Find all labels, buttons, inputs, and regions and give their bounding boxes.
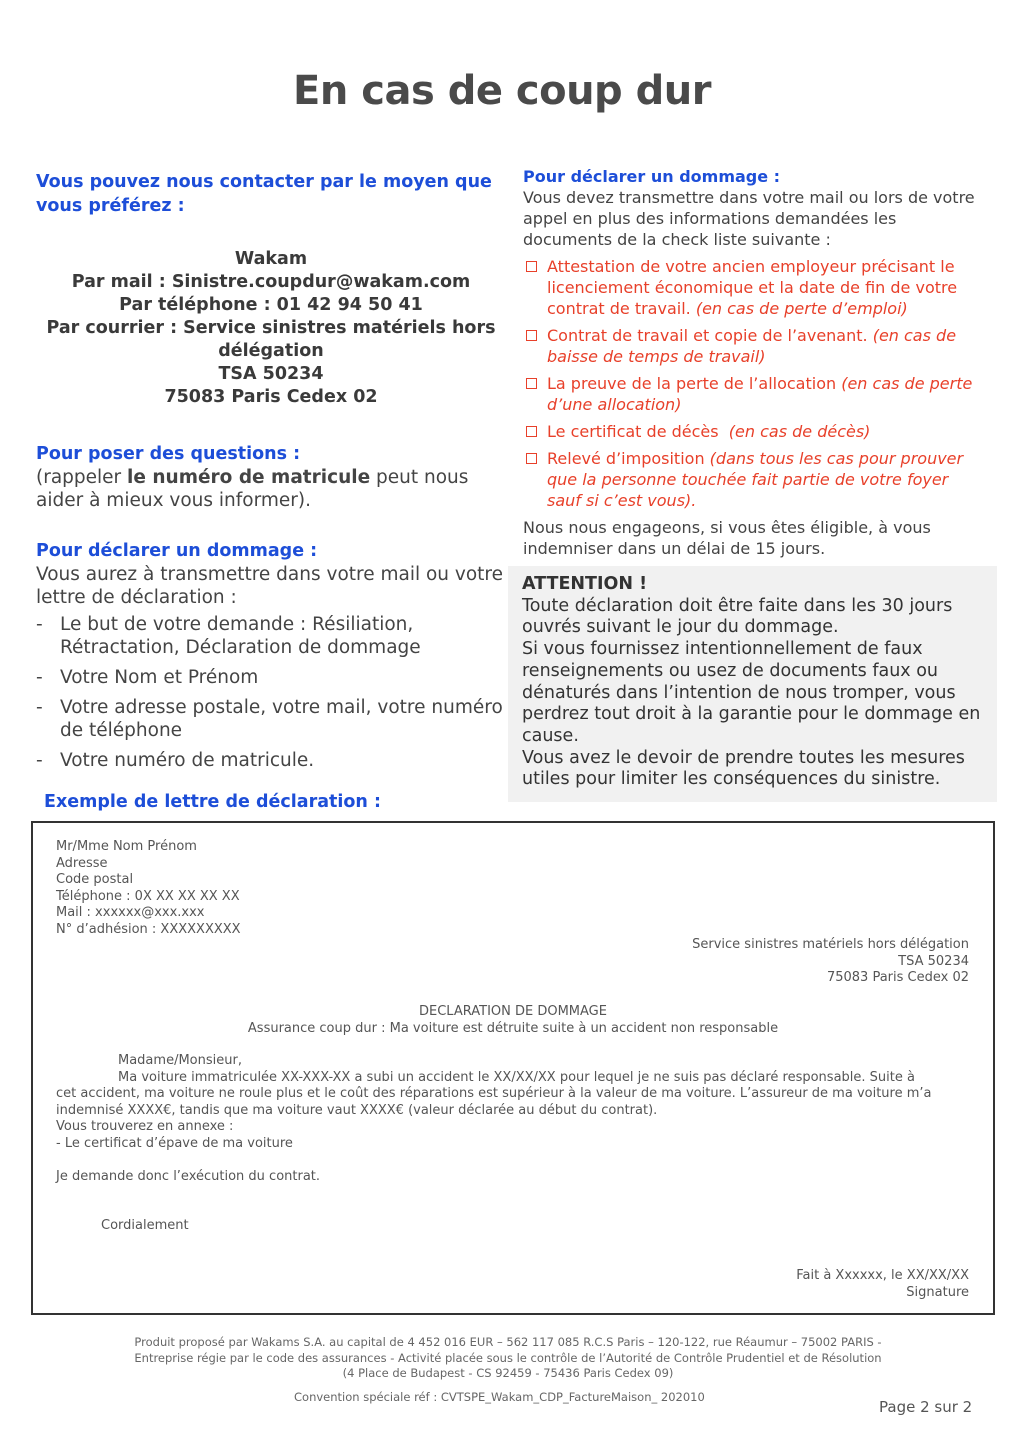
right-column: [523, 166, 983, 559]
questions-section: [36, 442, 506, 512]
checklist-item: Contrat de travail et copie de l’avenant. (en cas de baisse de temps de travail): [523, 325, 983, 367]
document-checklist: [523, 256, 983, 511]
checklist-item: Attestation de votre ancien employeur précisant le licenciement économique et la date de fin de votre contrat de travail. (en cas de perte d’emploi): [523, 256, 983, 319]
checklist-item: La preuve de la perte de l’allocation (en cas de perte d’une allocation): [523, 373, 983, 415]
list-item: - Votre Nom et Prénom: [36, 667, 259, 688]
checkbox-icon: [526, 378, 537, 389]
list-item: - Votre numéro de matricule.: [36, 750, 315, 771]
letter-signoff: Fait à Xxxxxx, le XX/XX/XX Signature: [796, 1268, 969, 1300]
letter-sender: Mr/Mme Nom Prénom Adresse Code postal Téléphone : 0X XX XX XX XX Mail : xxxxxx@xxx.xxx N° d’adhésion : XXXXXXXXX: [56, 839, 241, 937]
right-damage-intro: Vous devez transmettre dans votre mail ou lors de votre appel en plus des informations demandées les documents de la check liste suivante :: [523, 188, 975, 249]
contact-block: [36, 248, 506, 409]
attention-box: [508, 566, 997, 802]
contact-heading: Vous pouvez nous contacter par le moyen que vous préférez :: [36, 172, 492, 216]
letter-recipient: Service sinistres matériels hors délégation TSA 50234 75083 Paris Cedex 02: [692, 937, 969, 985]
contact-tsa: TSA 50234: [218, 364, 324, 384]
list-item: - Le but de votre demande : Résiliation, Rétractation, Déclaration de dommage: [36, 614, 421, 658]
footer-legal: Produit proposé par Wakams S.A. au capital de 4 452 016 EUR – 562 117 085 R.C.S Paris – 120-122, rue Réaumur – 75002 PARIS - Entreprise régie par le code des assurances - Activité placée sous le contrôle de l’Autorité de Contrôle Prudentiel et de Résolution (4 Place de Budapest - CS 92459 - 75436 Paris Cedex 09): [134, 1335, 882, 1380]
checklist-item: Relevé d’imposition (dans tous les cas pour prouver que la personne touchée fait partie de votre foyer sauf si c’est vous).: [523, 448, 983, 511]
left-damage-intro: Vous aurez à transmettre dans votre mail ou votre lettre de déclaration :: [36, 564, 504, 608]
contact-phone[interactable]: Par téléphone : 01 42 94 50 41: [119, 295, 423, 315]
commitment-text: Nous nous engageons, si vous êtes éligible, à vous indemniser dans un délai de 15 jours.: [523, 518, 931, 558]
letter-subject: DECLARATION DE DOMMAGE Assurance coup dur : Ma voiture est détruite suite à un accident non responsable: [247, 1004, 779, 1036]
left-damage-heading: Pour déclarer un dommage :: [36, 541, 318, 561]
attention-title: ATTENTION !: [522, 574, 648, 594]
left-damage-section: [36, 539, 506, 772]
list-item: - Votre adresse postale, votre mail, votre numéro de téléphone: [36, 697, 503, 741]
left-column: [36, 170, 506, 779]
contact-city: 75083 Paris Cedex 02: [164, 387, 378, 407]
example-letter: [31, 821, 995, 1315]
checkbox-icon: [526, 426, 537, 437]
checkbox-icon: [526, 261, 537, 272]
questions-text: (rappeler le numéro de matricule peut nous aider à mieux vous informer).: [36, 467, 469, 511]
letter-body: Madame/Monsieur, Ma voiture immatriculée XX-XXX-XX a subi un accident le XX/XX/XX pour lequel je ne suis pas déclaré responsable. Suite à cet accident, ma voiture ne roule plus et le coût des réparations est supérieur à la valeur de ma voiture. L’assureur de ma voiture m’a indemnisé XXXX€, tandis que ma voiture vaut XXXX€ (valeur déclarée au début du contrat). Vous trouverez en annexe : - Le certificat d’épave de ma voiture Je demande donc l’exécution du contrat.: [56, 1053, 932, 1184]
checklist-item: Le certificat de décès (en cas de décès): [523, 421, 983, 442]
contact-company: Wakam: [234, 249, 308, 269]
example-heading: Exemple de lettre de déclaration :: [44, 792, 381, 812]
page-title: En cas de coup dur: [293, 68, 711, 114]
right-damage-heading: Pour déclarer un dommage :: [523, 167, 781, 186]
attention-paragraph: Si vous fournissez intentionnellement de faux renseignements ou usez de documents faux ou dénaturés dans l’intention de nous tromper, vous perdrez tout droit à la garantie pour le dommage en cause.: [522, 639, 981, 746]
page-number: Page 2 sur 2: [879, 1398, 973, 1416]
convention-ref: Convention spéciale réf : CVTSPE_Wakam_CDP_FactureMaison_ 202010: [294, 1390, 705, 1404]
attention-paragraph: Vous avez le devoir de prendre toutes les mesures utiles pour limiter les conséquences du sinistre.: [522, 747, 965, 790]
letter-regards: Cordialement: [101, 1218, 189, 1233]
checkbox-icon: [526, 453, 537, 464]
contact-email[interactable]: Par mail : Sinistre.coupdur@wakam.com: [71, 272, 471, 292]
left-damage-list: [36, 613, 506, 772]
checkbox-icon: [526, 330, 537, 341]
contact-mail-address: Par courrier : Service sinistres matériels hors délégation: [46, 318, 496, 361]
questions-heading: Pour poser des questions :: [36, 444, 301, 464]
attention-paragraph: Toute déclaration doit être faite dans les 30 jours ouvrés suivant le jour du dommage.: [522, 595, 953, 638]
